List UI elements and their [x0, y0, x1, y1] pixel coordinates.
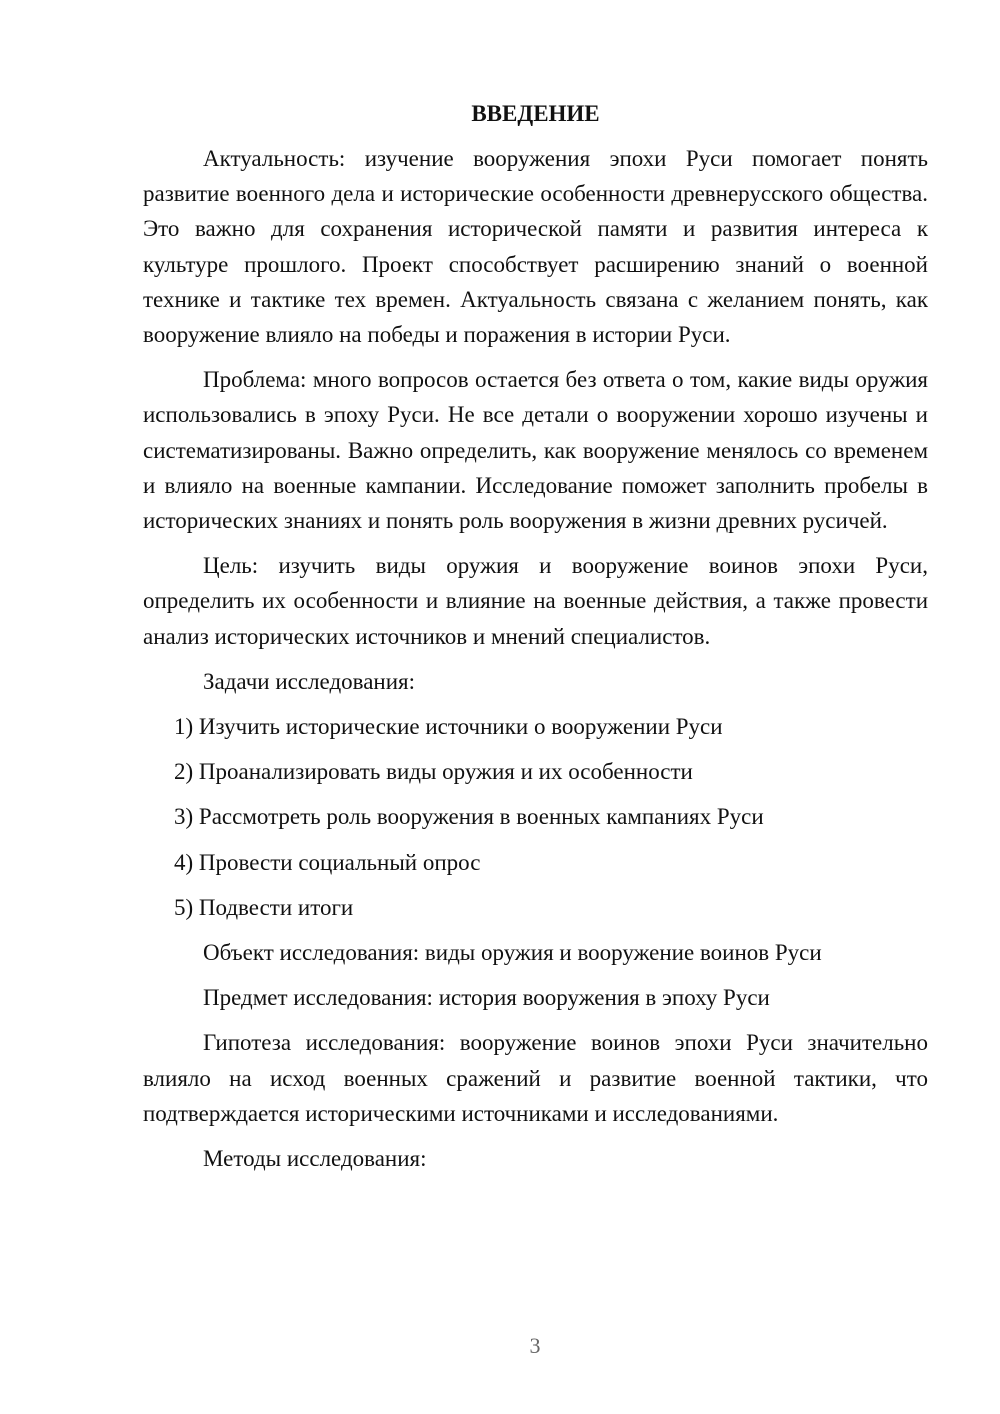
object-line: Объект исследования: виды оружия и вооружение воинов Руси	[203, 940, 822, 966]
task-item: 4) Провести социальный опрос	[174, 849, 481, 875]
page-title: ВВЕДЕНИЕ	[471, 101, 600, 126]
task-item: 2) Проанализировать виды оружия и их особенности	[174, 759, 693, 785]
task-item: 5) Подвести итоги	[174, 894, 354, 920]
relevance-paragraph: Актуальность: изучение вооружения эпохи Руси помогает понять развитие военного дела и исторические особенности древнерусского общества. Это важно для сохранения исторической памяти и развития интереса к культуре прошлого. Проект способствует расширению знаний о военной технике и тактике тех времен. Актуальность связана с желанием понять, как вооружение влияло на победы и поражения в истории Руси.	[143, 146, 928, 348]
task-item: 1) Изучить исторические источники о вооружении Руси	[174, 714, 723, 740]
goal-paragraph: Цель: изучить виды оружия и вооружение воинов эпохи Руси, определить их особенности и влияние на военные действия, а также провести анализ исторических источников и мнений специалистов.	[143, 553, 928, 649]
task-item: 3) Рассмотреть роль вооружения в военных кампаниях Руси	[174, 804, 764, 830]
tasks-heading: Задачи исследования:	[203, 668, 416, 694]
methods-heading: Методы исследования:	[203, 1146, 427, 1172]
problem-paragraph: Проблема: много вопросов остается без ответа о том, какие виды оружия использовались в эпоху Руси. Не все детали о вооружении хорошо изучены и систематизированы. Важно определить, как вооружение менялось со временем и влияло на военные кампании. Исследование поможет заполнить пробелы в исторических знаниях и понять роль вооружения в жизни древних русичей.	[143, 367, 928, 534]
subject-line: Предмет исследования: история вооружения в эпоху Руси	[203, 985, 770, 1011]
page-number: 3	[529, 1333, 541, 1358]
task-list	[143, 709, 928, 925]
hypothesis-paragraph: Гипотеза исследования: вооружение воинов эпохи Руси значительно влияло на исход военных сражений и развитие военной тактики, что подтверждается историческими источниками и исследованиями.	[143, 1030, 928, 1126]
page-content	[143, 96, 928, 1186]
